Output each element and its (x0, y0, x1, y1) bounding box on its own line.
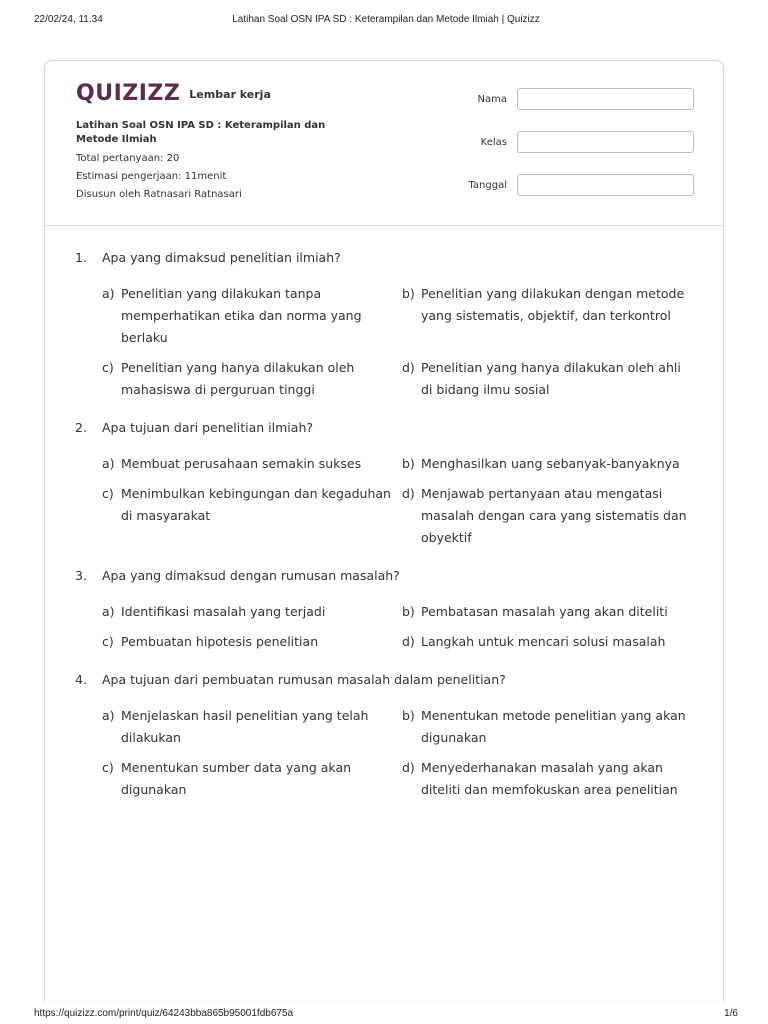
option-a: a) Membuat perusahaan semakin sukses (102, 456, 362, 471)
option-a: a) Identifikasi masalah yang terjadi (102, 604, 326, 619)
option-c: c) Menentukan sumber data yang akan digunakan (102, 760, 352, 797)
option-grid (102, 601, 700, 653)
question-text: Apa tujuan dari pembuatan rumusan masalah dalam penelitian? (102, 672, 506, 687)
question-number: 2. (75, 420, 87, 435)
name-field[interactable] (517, 88, 694, 110)
option-b: b) Menghasilkan uang sebanyak-banyaknya (402, 456, 680, 471)
name-label: Nama (477, 93, 507, 105)
option-c: c) Menimbulkan kebingungan dan kegaduhan di masyarakat (102, 486, 391, 523)
class-field[interactable] (517, 131, 694, 153)
question-number: 4. (75, 672, 87, 687)
question-number: 1. (75, 250, 87, 265)
quiz-info (76, 119, 346, 204)
option-c: c) Penelitian yang hanya dilakukan oleh mahasiswa di perguruan tinggi (102, 360, 355, 397)
question-list (75, 249, 700, 819)
question (75, 249, 700, 401)
date-label: Tanggal (468, 179, 507, 191)
print-doc-title: Latihan Soal OSN IPA SD : Keterampilan dan Metode Ilmiah | Quizizz (232, 14, 540, 25)
quiz-estimate: Estimasi pengerjaan: 11menit (76, 171, 227, 182)
question-text: Apa tujuan dari penelitian ilmiah? (102, 420, 313, 435)
question (75, 671, 700, 801)
option-grid (102, 283, 700, 401)
date-row (468, 174, 694, 196)
brand (76, 81, 271, 106)
option-a: a) Menjelaskan hasil penelitian yang telah dilakukan (102, 708, 369, 745)
option-c: c) Pembuatan hipotesis penelitian (102, 634, 319, 649)
quiz-total: Total pertanyaan: 20 (76, 153, 180, 164)
option-grid (102, 453, 700, 549)
quizizz-logo: QUIZIZZ (76, 81, 181, 106)
class-row (481, 131, 694, 153)
option-d: d) Langkah untuk mencari solusi masalah (402, 634, 666, 649)
page-number: 1/6 (724, 1008, 738, 1019)
option-d: d) Penelitian yang hanya dilakukan oleh ahli di bidang ilmu sosial (402, 360, 681, 397)
name-row (478, 88, 694, 110)
worksheet (44, 60, 724, 1001)
worksheet-subtitle: Lembar kerja (189, 88, 271, 101)
class-label: Kelas (480, 136, 507, 148)
question-text: Apa yang dimaksud penelitian ilmiah? (102, 250, 341, 265)
print-datetime: 22/02/24, 11.34 (34, 14, 103, 25)
question (75, 419, 700, 549)
option-d: d) Menyederhanakan masalah yang akan diteliti dan memfokuskan area penelitian (402, 760, 678, 797)
question (75, 567, 700, 653)
question-number: 3. (75, 568, 87, 583)
quiz-author: Disusun oleh Ratnasari Ratnasari (76, 189, 242, 200)
option-a: a) Penelitian yang dilakukan tanpa memperhatikan etika dan norma yang berlaku (102, 286, 362, 345)
question-text: Apa yang dimaksud dengan rumusan masalah? (102, 568, 400, 583)
option-b: b) Pembatasan masalah yang akan diteliti (402, 604, 668, 619)
option-d: d) Menjawab pertanyaan atau mengatasi masalah dengan cara yang sistematis dan obyektif (402, 486, 687, 545)
print-url: https://quizizz.com/print/quiz/64243bba865b95001fdb675a (34, 1008, 294, 1019)
option-b: b) Menentukan metode penelitian yang akan digunakan (402, 708, 686, 745)
worksheet-header (45, 61, 723, 226)
option-b: b) Penelitian yang dilakukan dengan metode yang sistematis, objektif, dan terkontrol (402, 286, 685, 323)
quiz-title: Latihan Soal OSN IPA SD : Keterampilan dan Metode Ilmiah (76, 120, 326, 145)
date-field[interactable] (517, 174, 694, 196)
option-grid (102, 705, 700, 801)
